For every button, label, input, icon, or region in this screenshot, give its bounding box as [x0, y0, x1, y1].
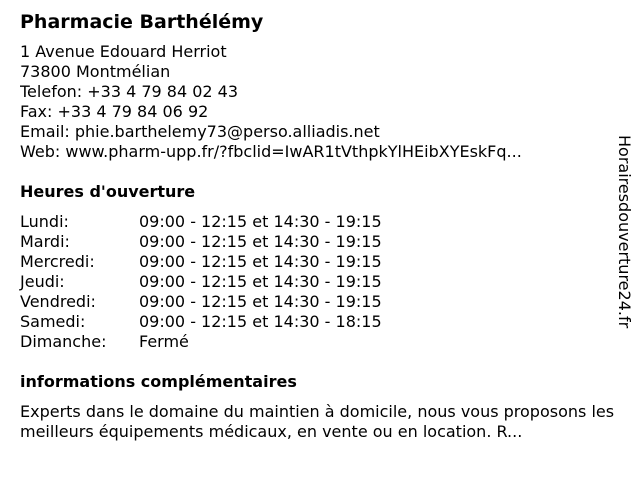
- hours-row-thursday: [20, 272, 615, 292]
- day-hours: 09:00 - 12:15 et 14:30 - 19:15: [139, 252, 382, 271]
- day-hours: 09:00 - 12:15 et 14:30 - 18:15: [139, 312, 382, 331]
- day-label: Jeudi:: [20, 272, 65, 291]
- day-hours: 09:00 - 12:15 et 14:30 - 19:15: [139, 212, 382, 231]
- website-link[interactable]: Web: www.pharm-upp.fr/?fbclid=IwAR1tVthpkYlHEibXYEskFq...: [20, 142, 522, 161]
- hours-row-monday: [20, 212, 615, 232]
- hours-row-tuesday: [20, 232, 615, 252]
- email-address[interactable]: Email: phie.barthelemy73@perso.alliadis.net: [20, 122, 380, 141]
- day-hours: Fermé: [139, 332, 189, 351]
- day-label: Mercredi:: [20, 252, 95, 271]
- additional-info-heading: informations complémentaires: [20, 372, 297, 391]
- hours-row-friday: [20, 292, 615, 312]
- pharmacy-name: Pharmacie Barthélémy: [20, 11, 264, 33]
- day-label: Vendredi:: [20, 292, 96, 311]
- day-hours: 09:00 - 12:15 et 14:30 - 19:15: [139, 292, 382, 311]
- hours-row-wednesday: [20, 252, 615, 272]
- site-watermark: Horairesdouverture24.fr: [615, 135, 634, 329]
- hours-row-sunday: [20, 332, 615, 352]
- phone-number[interactable]: Telefon: +33 4 79 84 02 43: [20, 82, 239, 101]
- pharmacy-card: [20, 10, 615, 442]
- opening-hours-table: [20, 212, 615, 352]
- fax-number: Fax: +33 4 79 84 06 92: [20, 102, 209, 121]
- day-label: Dimanche:: [20, 332, 107, 351]
- day-label: Lundi:: [20, 212, 69, 231]
- street-address: 1 Avenue Edouard Herriot: [20, 42, 227, 61]
- additional-info-text: Experts dans le domaine du maintien à domicile, nous vous proposons les meilleurs équipements médicaux, en vente ou en location. R...: [20, 402, 615, 441]
- city-address: 73800 Montmélian: [20, 62, 171, 81]
- contact-block: [20, 42, 615, 162]
- hours-row-saturday: [20, 312, 615, 332]
- opening-hours-heading: Heures d'ouverture: [20, 182, 196, 201]
- day-hours: 09:00 - 12:15 et 14:30 - 19:15: [139, 232, 382, 251]
- day-hours: 09:00 - 12:15 et 14:30 - 19:15: [139, 272, 382, 291]
- day-label: Samedi:: [20, 312, 86, 331]
- day-label: Mardi:: [20, 232, 70, 251]
